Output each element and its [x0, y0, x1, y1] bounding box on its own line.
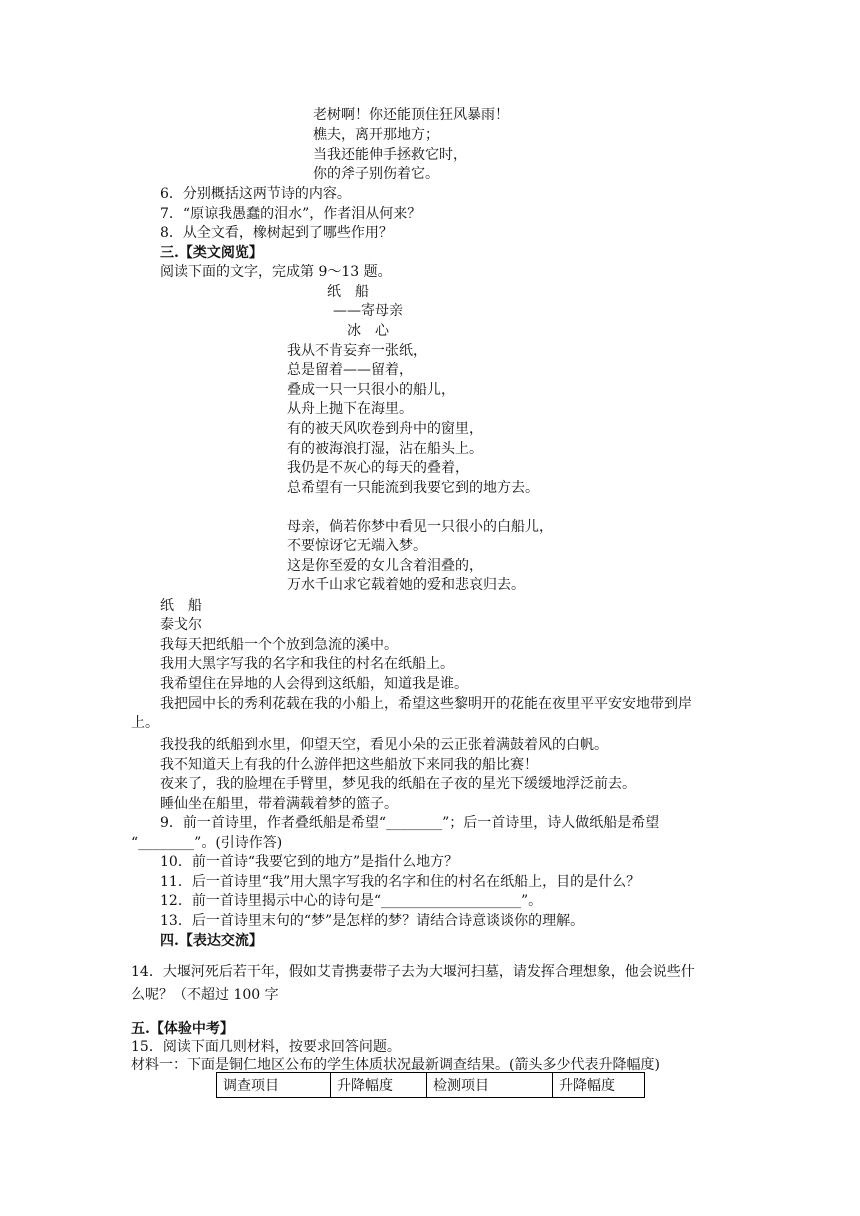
poem-line: 我从不肯妄弃一张纸， [287, 343, 427, 359]
question-9: 9．前一首诗里，作者叠纸船是希望“________”；后一首诗里，诗人做纸船是希望 [160, 815, 660, 831]
question-13: 13．后一首诗里末句的“梦”是怎样的梦？请结合诗意谈谈你的理解。 [160, 913, 585, 929]
poem-line: 你的斧子别伤着它。 [313, 166, 439, 182]
prose-line: 我投我的纸船到水里，仰望天空，看见小朵的云正张着满鼓着风的白帆。 [160, 737, 608, 753]
poem-line: 这是你至爱的女儿含着泪叠的， [287, 558, 483, 574]
section-heading: 三.【类文阅览】 [160, 245, 263, 261]
poem-subtitle: ——寄母亲 [333, 303, 403, 319]
poem-line: 从舟上抛下在海里。 [287, 401, 413, 417]
question-11: 11．后一首诗里“我”用大黑字写我的名字和住的村名在纸船上，目的是什么？ [160, 874, 641, 890]
table-header-cell: 检测项目 [427, 1073, 553, 1098]
question-9-cont: “________”。(引诗作答) [131, 835, 283, 851]
material-1: 材料一：下面是铜仁地区公布的学生体质状况最新调查结果。(箭头多少代表升降幅度) [131, 1057, 660, 1073]
prose-line: 我不知道天上有我的什么游伴把这些船放下来同我的船比赛！ [160, 757, 538, 773]
question-15: 15．阅读下面几则材料，按要求回答问题。 [131, 1039, 401, 1055]
prose-line: 我希望住在异地的人会得到这纸船，知道我是谁。 [160, 676, 468, 692]
question-7: 7．“原谅我愚蠢的泪水”，作者泪从何来？ [160, 206, 422, 222]
poem-author: 冰 心 [347, 323, 389, 339]
prose-line: 我用大黑字写我的名字和我住的村名在纸船上。 [160, 656, 454, 672]
poem-author: 泰戈尔 [160, 617, 202, 633]
poem-line: 叠成一只一只很小的船儿， [287, 382, 455, 398]
poem-line: 有的被海浪打湿，沾在船头上。 [287, 441, 483, 457]
question-12: 12．前一首诗里揭示中心的诗句是“____________________”。 [160, 893, 543, 909]
prose-line: 上。 [131, 715, 159, 731]
table-header-cell: 调查项目 [217, 1073, 331, 1098]
prose-line: 睡仙坐在船里，带着满载着梦的篮子。 [160, 796, 398, 812]
question-14-cont: 么呢？（不超过 100 字 [131, 987, 279, 1003]
table-header-cell: 升降幅度 [331, 1073, 427, 1098]
poem-line: 樵夫，离开那地方； [313, 127, 439, 143]
question-6: 6．分别概括这两节诗的内容。 [160, 186, 351, 202]
question-8: 8．从全文看，橡树起到了哪些作用？ [160, 225, 393, 241]
poem-line: 有的被天风吹卷到舟中的窗里， [287, 421, 483, 437]
table-header-cell: 升降幅度 [553, 1073, 645, 1098]
poem-title: 纸 船 [327, 284, 369, 300]
section-heading: 四.【表达交流】 [160, 933, 263, 949]
poem-line: 万水千山求它载着她的爱和悲哀归去。 [287, 577, 525, 593]
poem-line: 我仍是不灰心的每天的叠着， [287, 460, 469, 476]
section-instruction: 阅读下面的文字，完成第 9～13 题。 [160, 264, 392, 280]
poem-line: 当我还能伸手拯救它时， [313, 147, 467, 163]
poem-line: 不要惊讶它无端入梦。 [287, 538, 427, 554]
prose-line: 我把园中长的秀利花载在我的小船上，希望这些黎明开的花能在夜里平平安安地带到岸 [160, 696, 692, 712]
poem-line: 总希望有一只能流到我要它到的地方去。 [287, 480, 539, 496]
poem-title: 纸 船 [160, 598, 202, 614]
section-heading: 五.【体验中考】 [131, 1021, 234, 1037]
prose-line: 我每天把纸船一个个放到急流的溪中。 [160, 637, 398, 653]
table-header-row [217, 1073, 645, 1098]
survey-table [216, 1072, 645, 1098]
poem-line: 老树啊！你还能顶住狂风暴雨！ [313, 107, 509, 123]
poem-line: 母亲，倘若你梦中看见一只很小的白船儿， [287, 519, 553, 535]
question-14: 14．大堰河死后若干年，假如艾青携妻带子去为大堰河扫墓，请发挥合理想象，他会说些什 [131, 964, 695, 980]
poem-line: 总是留着——留着， [287, 362, 413, 378]
question-10: 10．前一首诗“我要它到的地方”是指什么地方？ [160, 854, 459, 870]
prose-line: 夜来了，我的脸埋在手臂里，梦见我的纸船在子夜的星光下缓缓地浮泛前去。 [160, 776, 636, 792]
